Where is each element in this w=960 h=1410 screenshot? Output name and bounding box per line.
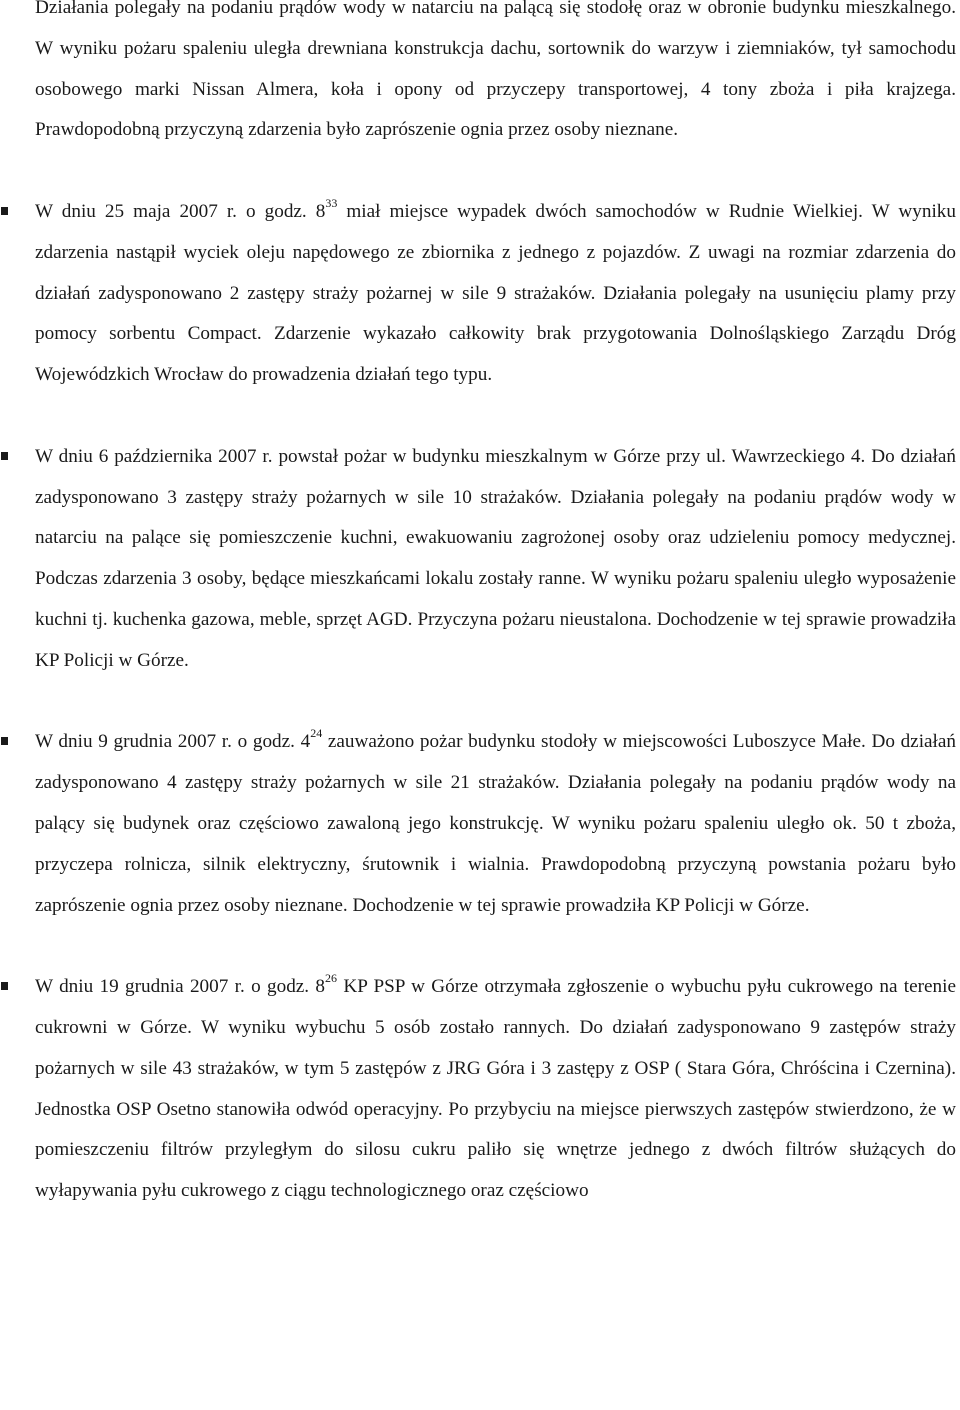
paragraph-gap [0, 926, 960, 967]
paragraph-gap [0, 151, 960, 192]
text-part: W dniu 19 grudnia 2007 r. o godz. 8 [35, 976, 326, 998]
paragraph-gap [0, 396, 960, 437]
time-minutes-superscript: 26 [325, 970, 338, 985]
square-bullet-icon [1, 737, 8, 745]
paragraph-accident-rudno-wielkie [0, 192, 960, 396]
text-part: W dniu 6 października 2007 r. powstał pożar w budynku mieszkalnym w Górze przy ul. Wawrzeckiego 4. Do działań zadysponowano 3 zastępy straży pożarnych w sile 10 strażaków. Działania polegały na podaniu prądów wody w natarciu na palące się pomieszczenie kuchni, ewakuowaniu zagrożonej osoby oraz udzieleniu pomocy medycznej. Podczas zdarzenia 3 osoby, będące mieszkańcami lokalu zostały ranne. W wyniku pożaru spaleniu uległo wyposażenie kuchni tj. kuchenka gazowa, meble, sprzęt AGD. Przyczyna pożaru nieustalona. Dochodzenie w tej sprawie prowadziła KP Policji w Górze. [35, 445, 956, 671]
paragraph-explosion-sugar-factory [0, 967, 960, 1212]
text-part: zauważono pożar budynku stodoły w miejscowości Luboszyce Małe. Do działań zadysponowano 4 zastępy straży pożarnych w sile 21 strażaków. Działania polegały na podaniu prądów wody na palący się budynek oraz częściowo zawaloną jego konstrukcję. W wyniku pożaru spaleniu uległo ok. 50 t zboża, przyczepa rolnicza, silnik elektryczny, śrutownik i wialnia. Prawdopodobną przyczyną powstania pożaru było zaprószenie ognia przez osoby nieznane. Dochodzenie w tej sprawie prowadziła KP Policji w Górze. [35, 731, 956, 916]
paragraph-fire-wawrzeckiego [0, 437, 960, 682]
square-bullet-icon [1, 452, 8, 460]
text-part: miał miejsce wypadek dwóch samochodów w Rudnie Wielkiej. W wyniku zdarzenia nastąpił wyciek oleju napędowego ze zbiornika z jednego z pojazdów. Z uwagi na rozmiar zdarzenia do działań zadysponowano 2 zastępy straży pożarnej w sile 9 strażaków. Działania polegały na usunięciu plamy przy pomocy sorbentu Compact. Zdarzenie wykazało całkowity brak przygotowania Dolnośląskiego Zarządu Dróg Wojewódzkich Wrocław do prowadzenia działań tego typu. [35, 200, 956, 386]
time-minutes-superscript: 24 [310, 725, 323, 740]
paragraph-gap [0, 682, 960, 723]
text-part: W dniu 9 grudnia 2007 r. o godz. 4 [35, 731, 311, 753]
time-minutes-superscript: 33 [325, 195, 338, 210]
square-bullet-icon [1, 207, 8, 215]
text-part: W dniu 25 maja 2007 r. o godz. 8 [35, 200, 326, 222]
paragraph-fire-barn-continuation: Działania polegały na podaniu prądów wody w natarciu na palącą się stodołę oraz w obronie budynku mieszkalnego. W wyniku pożaru spaleniu uległa drewniana konstrukcja dachu, sortownik do warzyw i ziemniaków, tył samochodu osobowego marki Nissan Almera, koła i opony od przyczepy transportowej, 4 tony zboża i piła krajzega. Prawdopodobną przyczyną zdarzenia było zaprószenie ognia przez osoby nieznane. [35, 0, 956, 141]
text-part: KP PSP w Górze otrzymała zgłoszenie o wybuchu pyłu cukrowego na terenie cukrowni w Górze. W wyniku wybuchu 5 osób zostało rannych. Do działań zadysponowano 9 zastępów straży pożarnych w sile 43 strażaków, w tym 5 zastępów z JRG Góra i 3 zastępy z OSP ( Stara Góra, Chróścina i Czernina). Jednostka OSP Osetno stanowiła odwód operacyjny. Po przybyciu na miejsce pierwszych zastępów stwierdzono, że w pomieszczeniu filtrów przyległym do silosu cukru paliło się wnętrze jednego z dwóch filtrów służących do wyłapywania pyłu cukrowego z ciągu technologicznego oraz częściowo [35, 976, 956, 1202]
square-bullet-icon [1, 982, 8, 990]
paragraph-fire-luboszyce [0, 722, 960, 926]
